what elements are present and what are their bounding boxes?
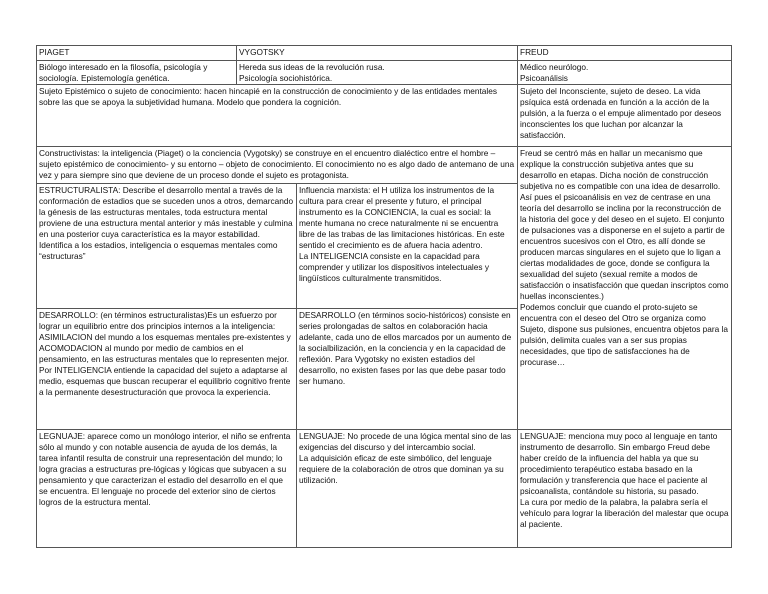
sujeto-epistemico: Sujeto Epistémico o sujeto de conocimiento: hacen hincapié en la construcción de conocimiento y de las entidades mentales sobre las que se apoya la subjetividad humana. Modelo que pondera la cognición. bbox=[36, 84, 518, 147]
header-freud: FREUD bbox=[517, 45, 732, 61]
desarrollo-vygotsky: DESARROLLO (en términos socio-históricos) consiste en series prolongadas de saltos en colaboración hacia adelante, cada uno de ellos marcados por un aumento de la socialbilización, en la conciencia y en la capacidad de reflexión. Para Vygotsky no existen estadios del desarrollo, no existen fases por las que debe pasar todo ser humano. bbox=[296, 308, 518, 430]
lenguaje-piaget: LEGNUAJE: aparece como un monólogo interior, el niño se enfrenta sólo al mundo y con notable ausencia de ayuda de los demás, la tarea infantil resulta de construir una representación del mundo; lo logra gracias a estructuras pre-lógicas y lógicas que subyacen a su pensamiento y que caracterizan el estadio del desarrollo en el que se encuentra. El lenguaje no procede del exterior sino de ciertos logros de la estructura mental. bbox=[36, 429, 297, 548]
influencia-marxista-vygotsky: Influencia marxista: el H utiliza los instrumentos de la cultura para crear el presente y futuro, el principal instrumento es la CONCIENCIA, la cual es social: la mente humana no crece naturalmente ni se encuentra libre de las trabas de las limitaciones históricas. En este sentido el crecimiento es de afuera hacia adentro. La INTELIGENCIA consiste en la capacidad para comprender y utilizar los dispositivos intelectuales y lingüísticos culturalmente transmitidos. bbox=[296, 183, 518, 309]
desarrollo-piaget: DESARROLLO: (en términos estructuralistas)Es un esfuerzo por lograr un equilibrio entre dos principios internos a la inteligencia: ASIMILACION del mundo a los esquemas mentales pre-existentes y ACOMODACION al mundo por medio de cambios en el pensamiento, en las estructuras mentales que lo representen mejor. Por INTELIGENCIA entiende la capacidad del sujeto a adaptarse al medio, esquemas que buscan recuperar el equilibrio cognitivo frente a la permanente desestructuración que provoca la experiencia. bbox=[36, 308, 297, 430]
freud-desarrollo: Freud se centró más en hallar un mecanismo que explique la construcción subjetiva antes que su desarrollo en etapas. Dicha noción de construcción subjetiva no es compatible con una idea de desarrollo. Así pues el psicoanálisis en vez de centrase en una teoría del desarrollo se inclina por la reconstrucción de la historia del goce y del deseo en el sujeto. El conjunto de pulsaciones vas a disponerse en el sujeto a partir de encuentros sucesivos con el Otro, es allí donde se producen marcas singulares en el sujeto que lo ligan a ciertas modalidades de goce, donde se configura la sexualidad del sujeto (sexual remite a modos de satisfacción o insatisfacción que quedan inscriptos como huellas inconscientes.) Podemos concluir que cuando el proto-sujeto se encuentra con el deseo del Otro se organiza como Sujeto, dispone sus pulsiones, encuentra objetos para la pulsión, delimita cuales van a ser sus propias necesidades, que tipo de satisfacciones ha de procurase… bbox=[517, 146, 732, 430]
constructivistas: Constructivistas: la inteligencia (Piaget) o la conciencia (Vygotsky) se construye en el encuentro dialéctico entre el hombre – sujeto epistémico de conocimiento- y su entorno – objeto de conocimiento. El conocimiento no es algo dado de antemano de una vez y para siempre sino que deviene de un proceso donde el sujeto es protagonista. bbox=[36, 146, 518, 184]
bio-freud: Médico neurólogo. Psicoanálisis bbox=[517, 60, 732, 85]
lenguaje-freud: LENGUAJE: menciona muy poco al lenguaje en tanto instrumento de desarrollo. Sin embargo Freud debe haber creído de la influencia del habla ya que su procedimiento terapéutico estaba basado en la formulación y transferencia que hace el paciente al psicoanalista, contándole su historia, su pasado. La cura por medio de la palabra, la palabra sería el vehículo para lograr la liberación del malestar que ocupa al paciente. bbox=[517, 429, 732, 548]
header-piaget: PIAGET bbox=[36, 45, 237, 61]
estructuralista-piaget: ESTRUCTURALISTA: Describe el desarrollo mental a través de la conformación de estadios que se suceden unos a otros, demarcando la génesis de las estructuras mentales, toda estructura mental proviene de una estructura mental anterior y más inestable y culmina en una posterior cuya característica es la mayor estabilidad. Identifica a los estadios, inteligencia o esquemas mentales como “estructuras” bbox=[36, 183, 297, 309]
bio-piaget: Biólogo interesado en la filosofía, psicología y sociología. Epistemología genética. bbox=[36, 60, 237, 85]
bio-vygotsky: Hereda sus ideas de la revolución rusa. Psicología sociohistórica. bbox=[236, 60, 518, 85]
header-vygotsky: VYGOTSKY bbox=[236, 45, 518, 61]
lenguaje-vygotsky: LENGUAJE: No procede de una lógica mental sino de las exigencias del discurso y del intercambio social. La adquisición eficaz de este simbólico, del lenguaje requiere de la colaboración de otros que dominan ya su utilización. bbox=[296, 429, 518, 548]
sujeto-inconsciente: Sujeto del Inconsciente, sujeto de deseo. La vida psíquica está ordenada en función a la acción de la pulsión, a la fuerza o el empuje alimentado por deseos inconscientes los que luchan por alcanzar la satisfacción. bbox=[517, 84, 732, 147]
